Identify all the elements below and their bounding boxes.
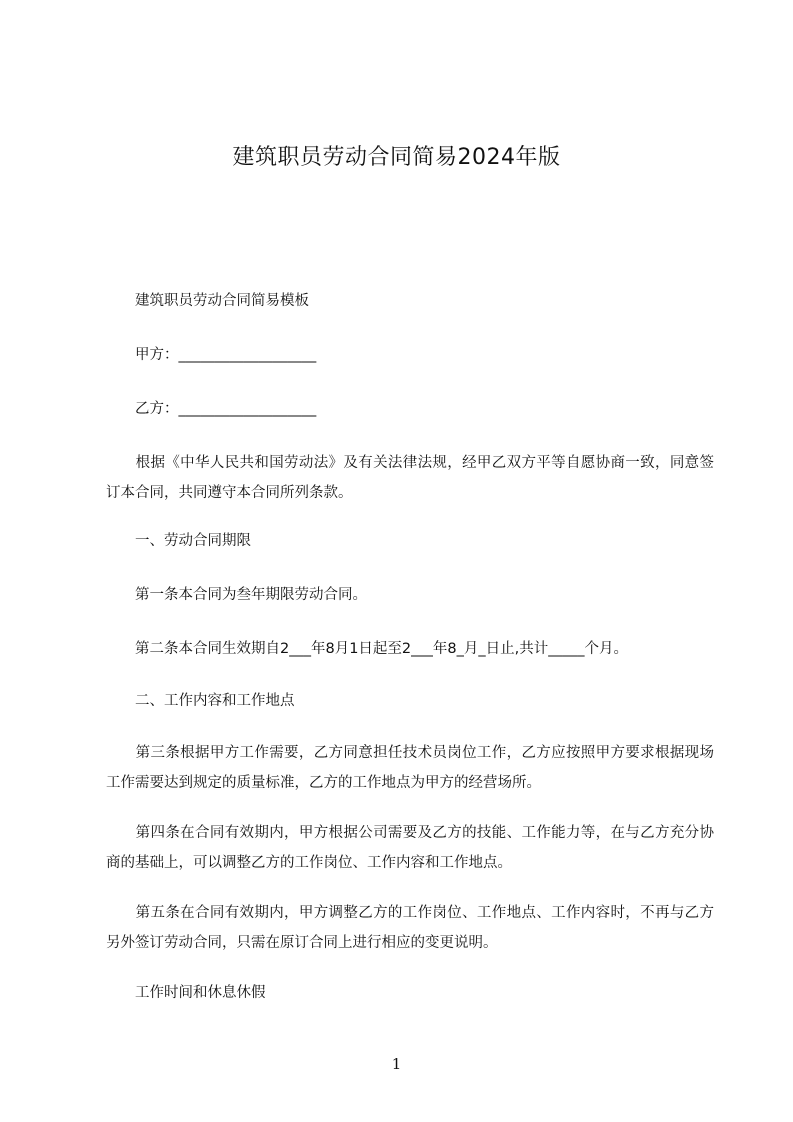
template-subtitle: 建筑职员劳动合同简易模板 [106,293,309,309]
section-heading-work: 二、工作内容和工作地点 [106,693,295,709]
article-1: 第一条本合同为叁年期限劳动合同。 [106,587,367,603]
article-3: 第三条根据甲方工作需要，乙方同意担任技术员岗位工作，乙方应按照甲方要求根据现场工作需要达到规定的质量标准，乙方的工作地点为甲方的经营场所。 [106,745,714,791]
article-4: 第四条在合同有效期内，甲方根据公司需要及乙方的技能、工作能力等，在与乙方充分协商的基础上，可以调整乙方的工作岗位、工作内容和工作地点。 [106,825,714,871]
section-heading-term: 一、劳动合同期限 [106,533,251,549]
article-2: 第二条本合同生效期自2___年8月1日起至2___年8_月_日止,共计_____个月。 [106,641,628,657]
document-title: 建筑职员劳动合同简易2024年版 [232,145,561,170]
party-a-line: 甲方：___________________ [106,347,317,363]
page-number: 1 [391,1055,402,1073]
article-5: 第五条在合同有效期内，甲方调整乙方的工作岗位、工作地点、工作内容时，不再与乙方另外签订劳动合同，只需在原订合同上进行相应的变更说明。 [106,905,714,951]
section-heading-hours: 工作时间和休息休假 [106,985,266,1001]
party-b-line: 乙方：___________________ [106,401,317,417]
preamble-paragraph: 根据《中华人民共和国劳动法》及有关法律法规，经甲乙双方平等自愿协商一致，同意签订本合同，共同遵守本合同所列条款。 [106,455,714,501]
